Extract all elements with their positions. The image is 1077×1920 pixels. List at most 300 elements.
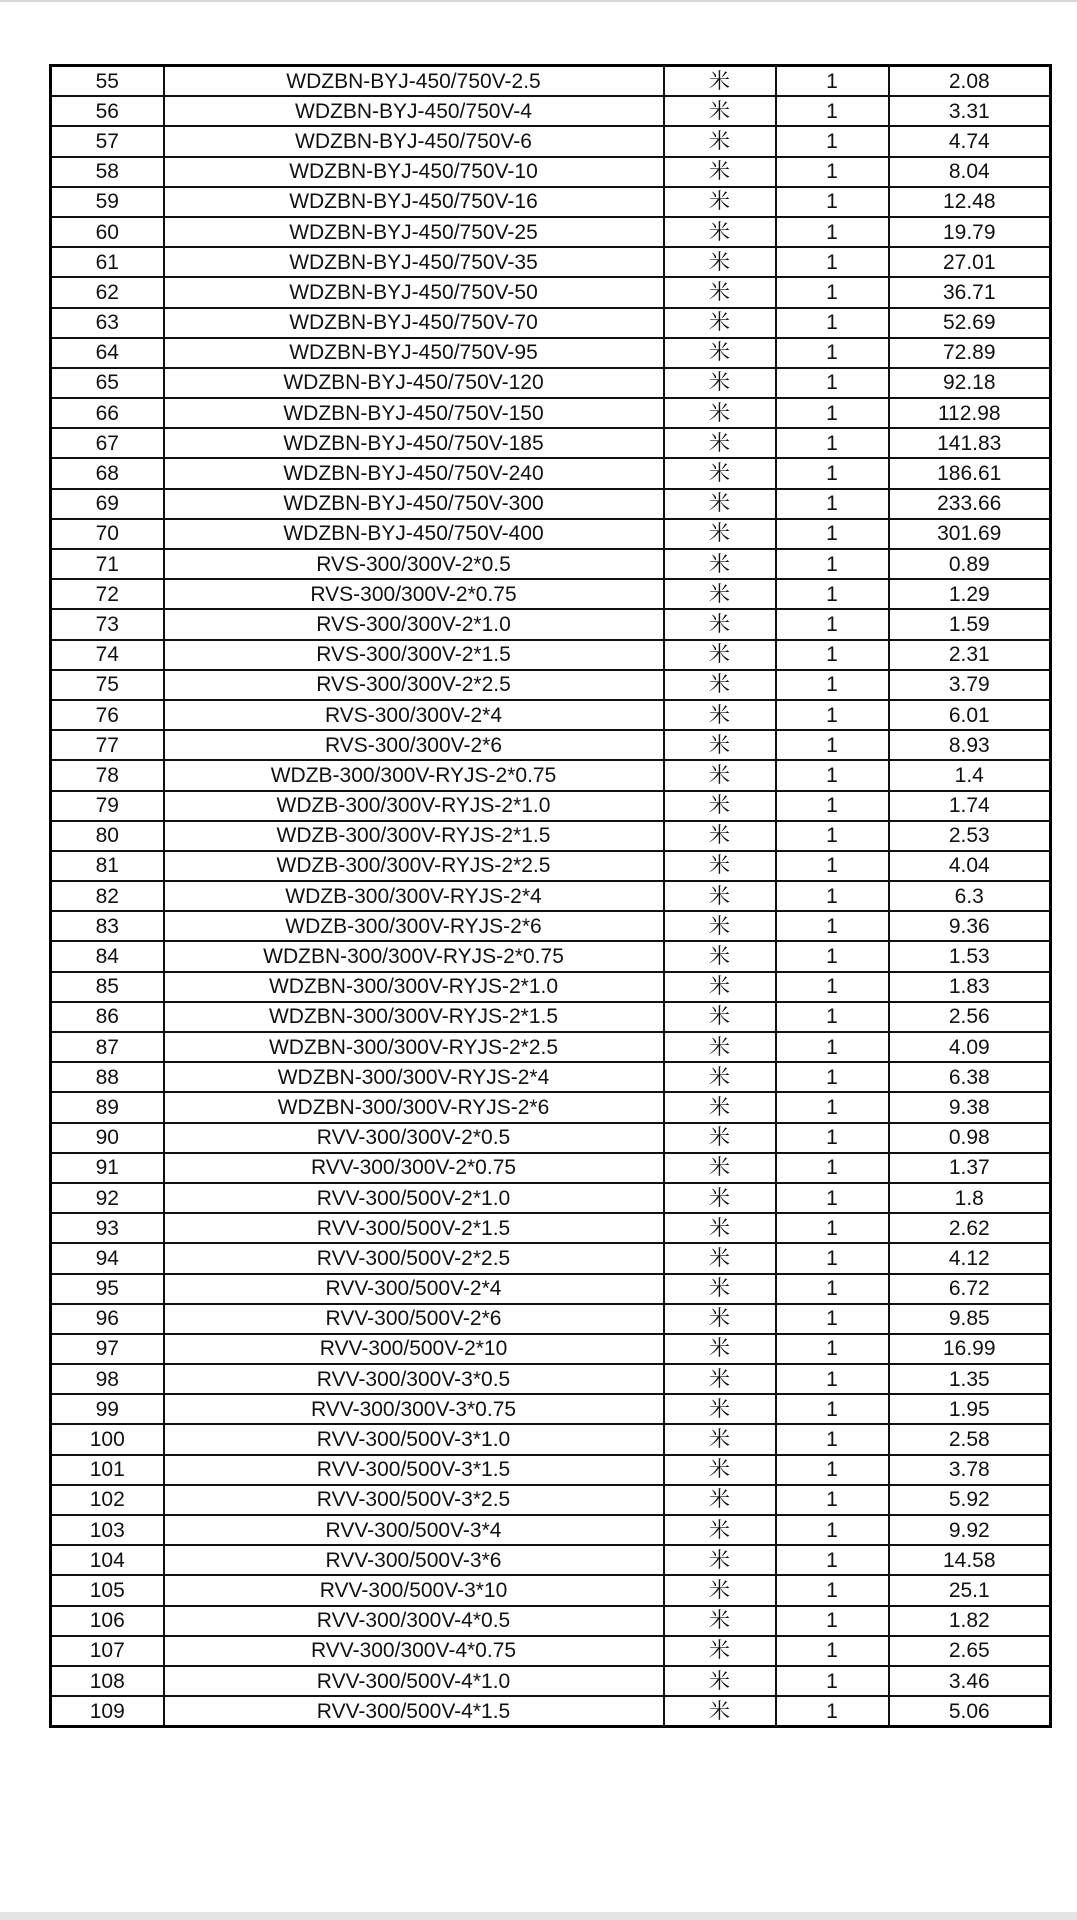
quantity-cell: 1 [776, 1636, 889, 1666]
unit-cell: 米 [664, 791, 776, 821]
table-row [51, 1032, 1051, 1062]
row-number: 76 [51, 700, 164, 730]
cable-model: WDZB-300/300V-RYJS-2*1.0 [164, 791, 664, 821]
unit-cell: 米 [664, 760, 776, 790]
row-number: 63 [51, 308, 164, 338]
table-row [51, 941, 1051, 971]
row-number: 103 [51, 1515, 164, 1545]
table-row [51, 972, 1051, 1002]
unit-cell: 米 [664, 1666, 776, 1696]
row-number: 89 [51, 1092, 164, 1122]
cable-model: RVV-300/500V-3*10 [164, 1575, 664, 1605]
quantity-cell: 1 [776, 1032, 889, 1062]
unit-cell: 米 [664, 1123, 776, 1153]
quantity-cell: 1 [776, 1213, 889, 1243]
cable-model: WDZB-300/300V-RYJS-2*6 [164, 911, 664, 941]
quantity-cell: 1 [776, 1485, 889, 1515]
table-row [51, 579, 1051, 609]
unit-price-cell: 72.89 [889, 338, 1051, 368]
quantity-cell: 1 [776, 609, 889, 639]
row-number: 94 [51, 1243, 164, 1273]
row-number: 77 [51, 730, 164, 760]
table-row [51, 1606, 1051, 1636]
table-row [51, 760, 1051, 790]
unit-price-cell: 233.66 [889, 489, 1051, 519]
unit-cell: 米 [664, 1243, 776, 1273]
cable-model: RVV-300/500V-3*2.5 [164, 1485, 664, 1515]
unit-price-cell: 1.53 [889, 941, 1051, 971]
quantity-cell: 1 [776, 1002, 889, 1032]
unit-cell: 米 [664, 1636, 776, 1666]
cable-model: RVV-300/500V-3*1.5 [164, 1455, 664, 1485]
table-row [51, 730, 1051, 760]
cable-model: RVV-300/300V-3*0.75 [164, 1394, 664, 1424]
row-number: 101 [51, 1455, 164, 1485]
table-row [51, 1485, 1051, 1515]
unit-price-cell: 141.83 [889, 428, 1051, 458]
table-row [51, 398, 1051, 428]
unit-cell: 米 [664, 1304, 776, 1334]
cable-model: WDZBN-BYJ-450/750V-300 [164, 489, 664, 519]
cable-model: RVV-300/300V-2*0.5 [164, 1123, 664, 1153]
table-row [51, 1424, 1051, 1454]
row-number: 72 [51, 579, 164, 609]
cable-model: WDZBN-BYJ-450/750V-25 [164, 217, 664, 247]
cable-model: RVV-300/300V-2*0.75 [164, 1153, 664, 1183]
cable-model: RVV-300/500V-4*1.5 [164, 1696, 664, 1727]
row-number: 80 [51, 821, 164, 851]
unit-price-cell: 6.38 [889, 1062, 1051, 1092]
row-number: 68 [51, 458, 164, 488]
quantity-cell: 1 [776, 881, 889, 911]
cable-model: RVV-300/300V-3*0.5 [164, 1364, 664, 1394]
unit-cell: 米 [664, 458, 776, 488]
row-number: 56 [51, 96, 164, 126]
row-number: 67 [51, 428, 164, 458]
row-number: 73 [51, 609, 164, 639]
quantity-cell: 1 [776, 1092, 889, 1122]
unit-cell: 米 [664, 519, 776, 549]
table-body [51, 66, 1051, 1727]
unit-cell: 米 [664, 730, 776, 760]
unit-price-cell: 4.12 [889, 1243, 1051, 1273]
table-row [51, 157, 1051, 187]
quantity-cell: 1 [776, 126, 889, 156]
unit-price-cell: 4.74 [889, 126, 1051, 156]
row-number: 66 [51, 398, 164, 428]
unit-price-cell: 5.06 [889, 1696, 1051, 1727]
unit-cell: 米 [664, 1274, 776, 1304]
row-number: 62 [51, 277, 164, 307]
unit-price-cell: 1.37 [889, 1153, 1051, 1183]
unit-cell: 米 [664, 851, 776, 881]
cable-model: WDZBN-BYJ-450/750V-16 [164, 187, 664, 217]
cable-model: WDZBN-BYJ-450/750V-185 [164, 428, 664, 458]
cable-model: WDZBN-BYJ-450/750V-70 [164, 308, 664, 338]
unit-cell: 米 [664, 1153, 776, 1183]
unit-cell: 米 [664, 821, 776, 851]
cable-model: WDZB-300/300V-RYJS-2*1.5 [164, 821, 664, 851]
row-number: 92 [51, 1183, 164, 1213]
unit-price-cell: 36.71 [889, 277, 1051, 307]
unit-cell: 米 [664, 1364, 776, 1394]
row-number: 87 [51, 1032, 164, 1062]
table-row [51, 308, 1051, 338]
unit-price-cell: 5.92 [889, 1485, 1051, 1515]
unit-cell: 米 [664, 640, 776, 670]
unit-cell: 米 [664, 338, 776, 368]
unit-price-cell: 27.01 [889, 247, 1051, 277]
quantity-cell: 1 [776, 1364, 889, 1394]
table-row [51, 187, 1051, 217]
quantity-cell: 1 [776, 1545, 889, 1575]
table-row [51, 368, 1051, 398]
unit-cell: 米 [664, 941, 776, 971]
cable-model: RVV-300/500V-3*6 [164, 1545, 664, 1575]
row-number: 96 [51, 1304, 164, 1334]
row-number: 104 [51, 1545, 164, 1575]
table-row [51, 458, 1051, 488]
quantity-cell: 1 [776, 368, 889, 398]
row-number: 71 [51, 549, 164, 579]
unit-cell: 米 [664, 549, 776, 579]
table-row [51, 338, 1051, 368]
row-number: 86 [51, 1002, 164, 1032]
table-row [51, 1304, 1051, 1334]
unit-price-cell: 3.31 [889, 96, 1051, 126]
quantity-cell: 1 [776, 1334, 889, 1364]
cable-model: WDZBN-BYJ-450/750V-400 [164, 519, 664, 549]
table-row [51, 1545, 1051, 1575]
table-row [51, 1636, 1051, 1666]
unit-price-cell: 9.85 [889, 1304, 1051, 1334]
top-edge [0, 0, 1077, 2]
cable-model: RVV-300/300V-4*0.75 [164, 1636, 664, 1666]
table-row [51, 851, 1051, 881]
table-row [51, 1394, 1051, 1424]
cable-model: RVV-300/300V-4*0.5 [164, 1606, 664, 1636]
cable-model: RVV-300/500V-2*2.5 [164, 1243, 664, 1273]
quantity-cell: 1 [776, 791, 889, 821]
row-number: 69 [51, 489, 164, 519]
unit-cell: 米 [664, 1334, 776, 1364]
quantity-cell: 1 [776, 1696, 889, 1727]
table-row [51, 791, 1051, 821]
table-row [51, 1183, 1051, 1213]
unit-cell: 米 [664, 1424, 776, 1454]
table-row [51, 1696, 1051, 1727]
unit-price-cell: 9.36 [889, 911, 1051, 941]
unit-price-cell: 2.62 [889, 1213, 1051, 1243]
unit-price-cell: 1.83 [889, 972, 1051, 1002]
quantity-cell: 1 [776, 217, 889, 247]
table-row [51, 609, 1051, 639]
unit-price-cell: 1.35 [889, 1364, 1051, 1394]
table-row [51, 1364, 1051, 1394]
quantity-cell: 1 [776, 1243, 889, 1273]
unit-price-cell: 52.69 [889, 308, 1051, 338]
cable-model: WDZBN-300/300V-RYJS-2*1.0 [164, 972, 664, 1002]
unit-cell: 米 [664, 1394, 776, 1424]
unit-price-cell: 6.01 [889, 700, 1051, 730]
cable-price-table [49, 64, 1052, 1728]
quantity-cell: 1 [776, 157, 889, 187]
cable-model: WDZBN-BYJ-450/750V-95 [164, 338, 664, 368]
unit-price-cell: 4.04 [889, 851, 1051, 881]
bottom-edge [0, 1912, 1077, 1920]
cable-model: RVV-300/500V-3*1.0 [164, 1424, 664, 1454]
table-row [51, 1455, 1051, 1485]
table-row [51, 1575, 1051, 1605]
table-row [51, 1515, 1051, 1545]
cable-model: WDZBN-BYJ-450/750V-6 [164, 126, 664, 156]
unit-price-cell: 2.53 [889, 821, 1051, 851]
quantity-cell: 1 [776, 1424, 889, 1454]
unit-price-cell: 8.04 [889, 157, 1051, 187]
unit-price-cell: 3.78 [889, 1455, 1051, 1485]
row-number: 93 [51, 1213, 164, 1243]
table-row [51, 66, 1051, 97]
unit-cell: 米 [664, 96, 776, 126]
row-number: 64 [51, 338, 164, 368]
table-row [51, 96, 1051, 126]
quantity-cell: 1 [776, 1666, 889, 1696]
unit-cell: 米 [664, 1062, 776, 1092]
row-number: 98 [51, 1364, 164, 1394]
unit-cell: 米 [664, 579, 776, 609]
row-number: 79 [51, 791, 164, 821]
table-row [51, 428, 1051, 458]
quantity-cell: 1 [776, 1123, 889, 1153]
unit-cell: 米 [664, 308, 776, 338]
table-row [51, 1243, 1051, 1273]
row-number: 82 [51, 881, 164, 911]
cable-model: WDZBN-300/300V-RYJS-2*0.75 [164, 941, 664, 971]
cable-model: RVS-300/300V-2*2.5 [164, 670, 664, 700]
unit-cell: 米 [664, 368, 776, 398]
cable-model: WDZBN-300/300V-RYJS-2*4 [164, 1062, 664, 1092]
unit-cell: 米 [664, 126, 776, 156]
unit-cell: 米 [664, 881, 776, 911]
quantity-cell: 1 [776, 1183, 889, 1213]
unit-price-cell: 1.59 [889, 609, 1051, 639]
quantity-cell: 1 [776, 640, 889, 670]
row-number: 100 [51, 1424, 164, 1454]
cable-model: WDZBN-BYJ-450/750V-120 [164, 368, 664, 398]
quantity-cell: 1 [776, 66, 889, 97]
table-row [51, 1002, 1051, 1032]
unit-price-cell: 2.58 [889, 1424, 1051, 1454]
unit-price-cell: 92.18 [889, 368, 1051, 398]
quantity-cell: 1 [776, 911, 889, 941]
unit-price-cell: 1.74 [889, 791, 1051, 821]
unit-price-cell: 6.3 [889, 881, 1051, 911]
row-number: 61 [51, 247, 164, 277]
table-row [51, 519, 1051, 549]
cable-model: RVV-300/500V-3*4 [164, 1515, 664, 1545]
unit-price-cell: 2.31 [889, 640, 1051, 670]
quantity-cell: 1 [776, 1515, 889, 1545]
unit-cell: 米 [664, 489, 776, 519]
cable-model: WDZBN-BYJ-450/750V-50 [164, 277, 664, 307]
table-row [51, 1123, 1051, 1153]
row-number: 75 [51, 670, 164, 700]
row-number: 81 [51, 851, 164, 881]
table-row [51, 247, 1051, 277]
unit-cell: 米 [664, 1575, 776, 1605]
cable-model: WDZB-300/300V-RYJS-2*2.5 [164, 851, 664, 881]
cable-model: WDZBN-BYJ-450/750V-150 [164, 398, 664, 428]
unit-price-cell: 1.29 [889, 579, 1051, 609]
cable-model: WDZBN-BYJ-450/750V-10 [164, 157, 664, 187]
row-number: 70 [51, 519, 164, 549]
document-page [49, 64, 1049, 1728]
row-number: 83 [51, 911, 164, 941]
unit-cell: 米 [664, 1696, 776, 1727]
row-number: 90 [51, 1123, 164, 1153]
unit-cell: 米 [664, 1213, 776, 1243]
cable-model: RVS-300/300V-2*0.5 [164, 549, 664, 579]
quantity-cell: 1 [776, 1394, 889, 1424]
unit-price-cell: 4.09 [889, 1032, 1051, 1062]
quantity-cell: 1 [776, 338, 889, 368]
table-row [51, 1062, 1051, 1092]
cable-model: RVV-300/500V-2*4 [164, 1274, 664, 1304]
table-row [51, 911, 1051, 941]
table-row [51, 640, 1051, 670]
table-row [51, 549, 1051, 579]
unit-cell: 米 [664, 277, 776, 307]
quantity-cell: 1 [776, 489, 889, 519]
cable-model: WDZBN-BYJ-450/750V-4 [164, 96, 664, 126]
unit-cell: 米 [664, 157, 776, 187]
cable-model: RVV-300/500V-2*1.0 [164, 1183, 664, 1213]
unit-cell: 米 [664, 1606, 776, 1636]
table-row [51, 217, 1051, 247]
quantity-cell: 1 [776, 730, 889, 760]
quantity-cell: 1 [776, 549, 889, 579]
quantity-cell: 1 [776, 458, 889, 488]
quantity-cell: 1 [776, 760, 889, 790]
unit-cell: 米 [664, 187, 776, 217]
row-number: 58 [51, 157, 164, 187]
unit-cell: 米 [664, 700, 776, 730]
unit-price-cell: 1.82 [889, 1606, 1051, 1636]
quantity-cell: 1 [776, 941, 889, 971]
quantity-cell: 1 [776, 1062, 889, 1092]
quantity-cell: 1 [776, 1455, 889, 1485]
quantity-cell: 1 [776, 398, 889, 428]
unit-price-cell: 1.8 [889, 1183, 1051, 1213]
unit-cell: 米 [664, 1455, 776, 1485]
cable-model: WDZB-300/300V-RYJS-2*4 [164, 881, 664, 911]
unit-price-cell: 8.93 [889, 730, 1051, 760]
unit-cell: 米 [664, 247, 776, 277]
cable-model: WDZBN-300/300V-RYJS-2*2.5 [164, 1032, 664, 1062]
quantity-cell: 1 [776, 700, 889, 730]
cable-model: RVS-300/300V-2*0.75 [164, 579, 664, 609]
row-number: 99 [51, 1394, 164, 1424]
row-number: 85 [51, 972, 164, 1002]
unit-price-cell: 0.89 [889, 549, 1051, 579]
cable-model: RVS-300/300V-2*1.5 [164, 640, 664, 670]
quantity-cell: 1 [776, 1606, 889, 1636]
cable-model: WDZBN-BYJ-450/750V-2.5 [164, 66, 664, 97]
unit-cell: 米 [664, 66, 776, 97]
quantity-cell: 1 [776, 1304, 889, 1334]
unit-price-cell: 25.1 [889, 1575, 1051, 1605]
unit-price-cell: 1.95 [889, 1394, 1051, 1424]
quantity-cell: 1 [776, 1274, 889, 1304]
table-row [51, 881, 1051, 911]
quantity-cell: 1 [776, 851, 889, 881]
row-number: 78 [51, 760, 164, 790]
quantity-cell: 1 [776, 247, 889, 277]
unit-price-cell: 16.99 [889, 1334, 1051, 1364]
unit-price-cell: 9.38 [889, 1092, 1051, 1122]
unit-cell: 米 [664, 1485, 776, 1515]
unit-cell: 米 [664, 670, 776, 700]
unit-price-cell: 3.79 [889, 670, 1051, 700]
row-number: 91 [51, 1153, 164, 1183]
unit-cell: 米 [664, 428, 776, 458]
cable-model: RVV-300/500V-2*1.5 [164, 1213, 664, 1243]
row-number: 107 [51, 1636, 164, 1666]
cable-model: WDZBN-BYJ-450/750V-240 [164, 458, 664, 488]
quantity-cell: 1 [776, 1153, 889, 1183]
table-row [51, 670, 1051, 700]
row-number: 84 [51, 941, 164, 971]
cable-model: RVV-300/500V-2*10 [164, 1334, 664, 1364]
unit-price-cell: 2.65 [889, 1636, 1051, 1666]
quantity-cell: 1 [776, 519, 889, 549]
cable-model: RVV-300/500V-2*6 [164, 1304, 664, 1334]
unit-price-cell: 9.92 [889, 1515, 1051, 1545]
row-number: 109 [51, 1696, 164, 1727]
unit-cell: 米 [664, 911, 776, 941]
quantity-cell: 1 [776, 1575, 889, 1605]
unit-cell: 米 [664, 609, 776, 639]
table-row [51, 700, 1051, 730]
table-row [51, 1334, 1051, 1364]
row-number: 106 [51, 1606, 164, 1636]
cable-model: WDZBN-300/300V-RYJS-2*6 [164, 1092, 664, 1122]
unit-price-cell: 1.4 [889, 760, 1051, 790]
quantity-cell: 1 [776, 972, 889, 1002]
row-number: 88 [51, 1062, 164, 1092]
unit-cell: 米 [664, 1092, 776, 1122]
cable-model: WDZBN-BYJ-450/750V-35 [164, 247, 664, 277]
cable-model: RVS-300/300V-2*6 [164, 730, 664, 760]
row-number: 105 [51, 1575, 164, 1605]
unit-cell: 米 [664, 1032, 776, 1062]
unit-price-cell: 12.48 [889, 187, 1051, 217]
row-number: 108 [51, 1666, 164, 1696]
cable-model: WDZB-300/300V-RYJS-2*0.75 [164, 760, 664, 790]
unit-cell: 米 [664, 1183, 776, 1213]
quantity-cell: 1 [776, 277, 889, 307]
unit-price-cell: 3.46 [889, 1666, 1051, 1696]
row-number: 102 [51, 1485, 164, 1515]
table-row [51, 1666, 1051, 1696]
unit-cell: 米 [664, 1002, 776, 1032]
table-row [51, 1274, 1051, 1304]
quantity-cell: 1 [776, 96, 889, 126]
row-number: 55 [51, 66, 164, 97]
table-row [51, 1213, 1051, 1243]
unit-cell: 米 [664, 972, 776, 1002]
unit-price-cell: 2.56 [889, 1002, 1051, 1032]
